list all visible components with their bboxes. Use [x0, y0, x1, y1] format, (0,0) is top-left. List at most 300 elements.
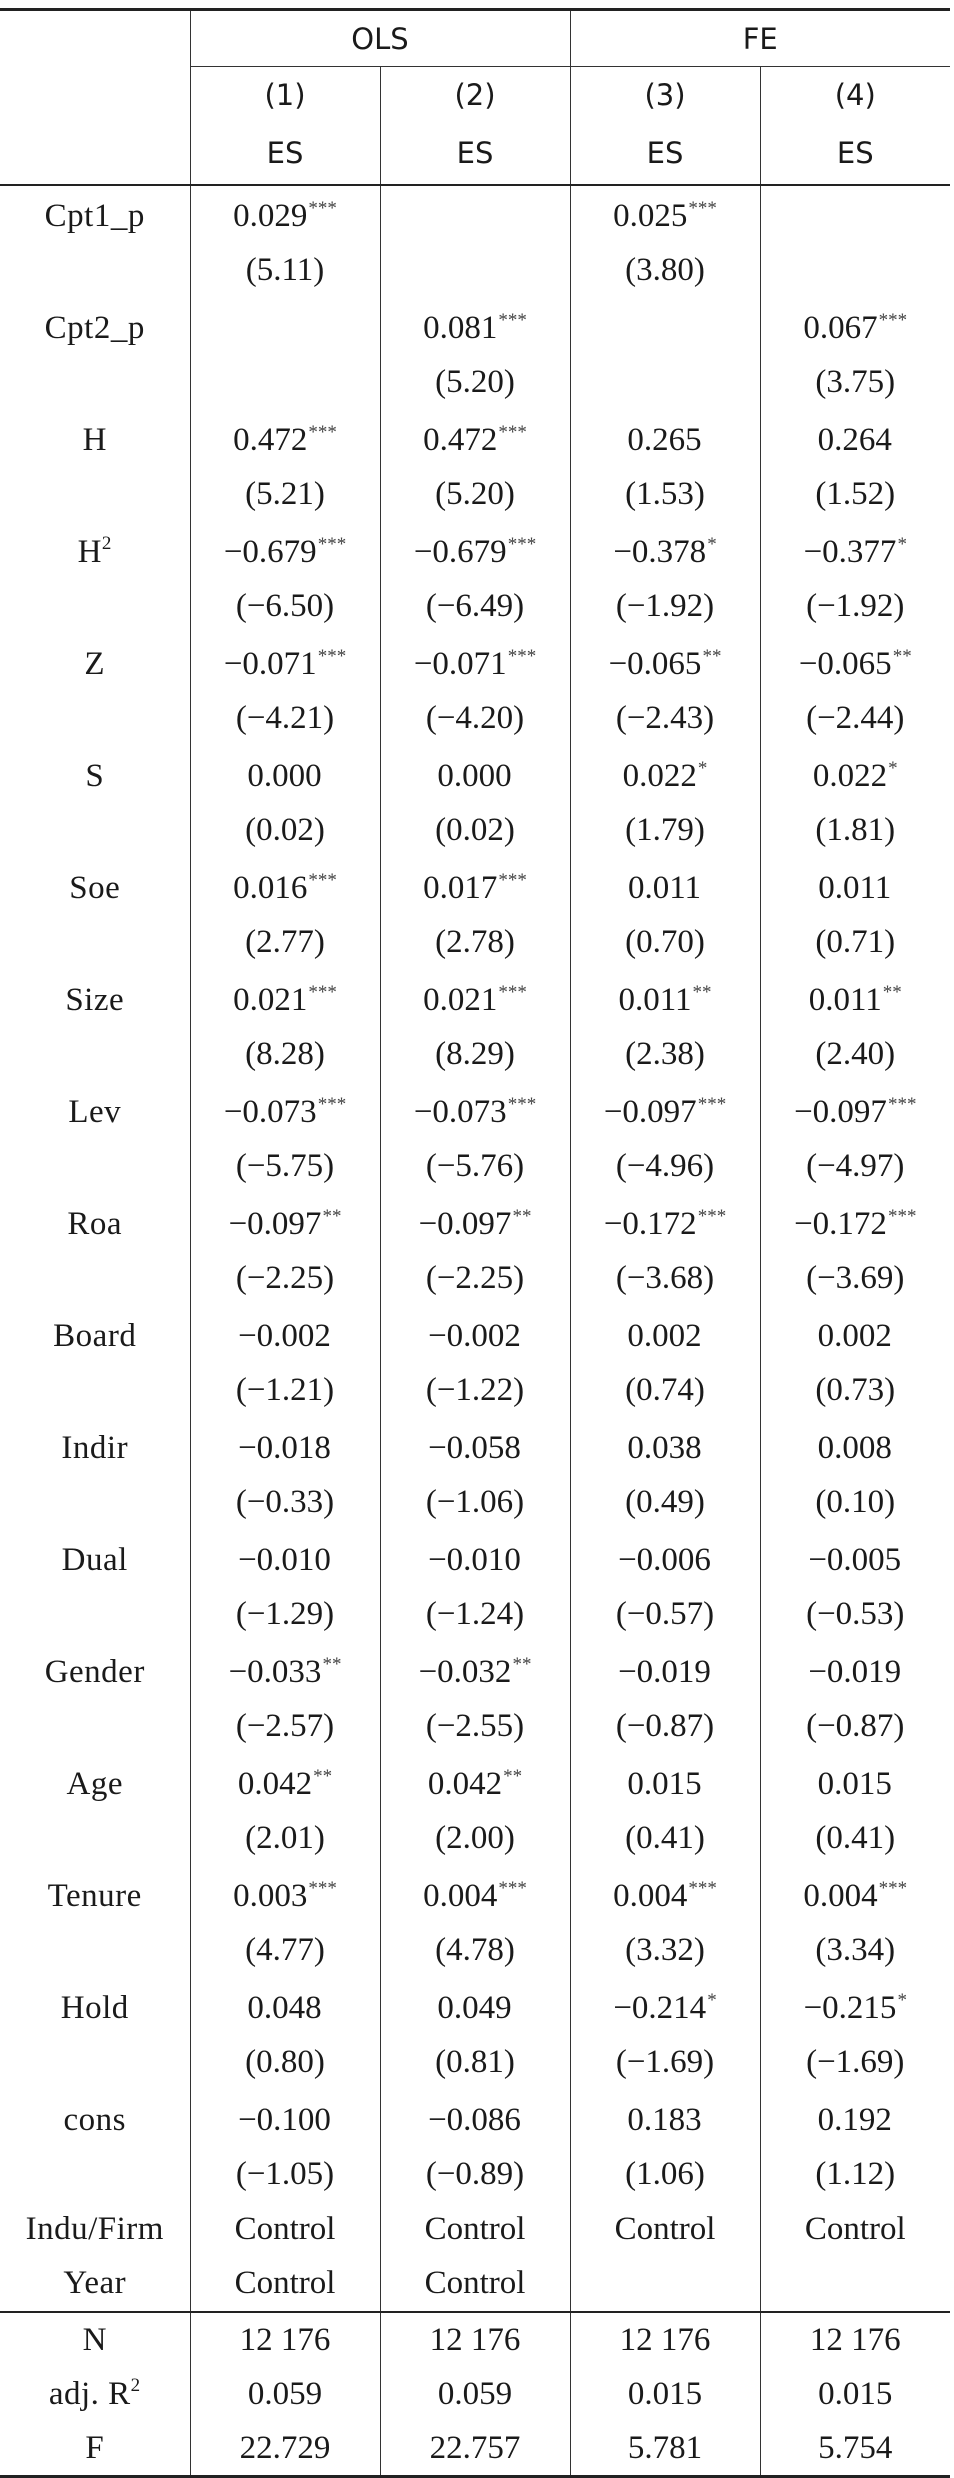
significance-stars: * — [697, 757, 708, 779]
significance-stars: ** — [322, 1653, 342, 1675]
coefficient-value: 0.038 — [627, 1429, 702, 1466]
statistic-row — [0, 2367, 950, 2421]
coefficient-cell — [570, 2090, 760, 2148]
significance-stars: *** — [887, 1205, 917, 1227]
coefficient-row — [0, 185, 950, 244]
row-label — [0, 410, 190, 468]
variable-label: Tenure — [47, 1877, 142, 1914]
coefficient-value: −0.071 — [223, 645, 317, 682]
coefficient-cell — [760, 1306, 950, 1364]
statistic-cell: 12 176 — [760, 2312, 950, 2367]
t-stat-cell: (−0.87) — [760, 1700, 950, 1755]
coefficient-value: −0.032 — [418, 1653, 512, 1690]
header-corner — [0, 122, 190, 185]
row-label — [0, 746, 190, 804]
coefficient-value: 0.183 — [627, 2101, 702, 2138]
coefficient-value: −0.010 — [238, 1541, 331, 1578]
coefficient-cell — [380, 858, 570, 916]
dep-var-1: ES — [190, 122, 380, 185]
significance-stars: *** — [308, 197, 337, 219]
significance-stars: * — [707, 533, 717, 555]
variable-label: S — [85, 757, 105, 794]
coefficient-cell — [190, 858, 380, 916]
row-label-empty — [0, 2148, 190, 2203]
coefficient-cell — [380, 1754, 570, 1812]
coefficient-cell — [380, 410, 570, 468]
variable-label: cons — [63, 2101, 126, 2138]
significance-stars: *** — [498, 869, 527, 891]
coefficient-cell — [760, 522, 950, 580]
t-stat-cell: (−5.75) — [190, 1140, 380, 1195]
t-stat-cell: (−4.20) — [380, 692, 570, 747]
statistics-rows — [0, 2312, 950, 2477]
row-label — [0, 1082, 190, 1140]
coefficient-value: −0.005 — [808, 1541, 902, 1578]
coefficient-value: −0.065 — [608, 645, 702, 682]
coefficient-value: 0.004 — [613, 1877, 688, 1914]
variable-label: Hold — [60, 1989, 129, 2026]
t-stat-row — [0, 1476, 950, 1531]
t-stat-row — [0, 1252, 950, 1307]
row-label — [0, 185, 190, 244]
coefficient-row — [0, 746, 950, 804]
t-stat-cell: (−1.92) — [760, 580, 950, 635]
t-stat-cell: (5.21) — [190, 468, 380, 523]
coefficient-value: 0.015 — [817, 1765, 892, 1802]
t-stat-cell: (1.79) — [570, 804, 760, 859]
variable-label: Indu/Firm — [25, 2210, 164, 2247]
t-stat-cell: (3.34) — [760, 1924, 950, 1979]
variable-label: Cpt2_p — [44, 309, 145, 346]
t-stat-cell — [760, 244, 950, 299]
t-stat-cell: (−1.22) — [380, 1364, 570, 1419]
t-stat-cell: (4.77) — [190, 1924, 380, 1979]
t-stat-cell: (2.38) — [570, 1028, 760, 1083]
coefficient-value: 0.067 — [803, 309, 878, 346]
t-stat-cell: (0.41) — [760, 1812, 950, 1867]
coefficient-cell — [190, 185, 380, 244]
row-label — [0, 2090, 190, 2148]
t-stat-cell: (0.80) — [190, 2036, 380, 2091]
t-stat-row — [0, 356, 950, 411]
coefficient-value: 0.011 — [818, 869, 892, 906]
coefficient-cell — [570, 858, 760, 916]
variable-label: Cpt1_p — [44, 197, 145, 234]
coefficient-value: 0.011 — [627, 869, 702, 906]
row-label — [0, 1978, 190, 2036]
t-stat-row — [0, 1924, 950, 1979]
row-label — [0, 2202, 190, 2257]
coefficient-value: −0.073 — [223, 1093, 317, 1130]
t-stat-cell: (−0.33) — [190, 1476, 380, 1531]
t-stat-cell: (1.06) — [570, 2148, 760, 2203]
t-stat-row — [0, 1588, 950, 1643]
significance-stars: *** — [317, 1093, 347, 1115]
coefficient-value: −0.172 — [603, 1205, 697, 1242]
coefficient-value: −0.073 — [413, 1093, 507, 1130]
row-label-empty — [0, 692, 190, 747]
t-stat-cell — [570, 356, 760, 411]
coefficient-row — [0, 1530, 950, 1588]
statistic-cell: 5.754 — [760, 2421, 950, 2477]
variable-label: Lev — [68, 1093, 122, 1130]
coefficient-value: −0.214 — [613, 1989, 707, 2026]
coefficient-cell — [760, 1530, 950, 1588]
coefficient-value: −0.006 — [618, 1541, 711, 1578]
t-stat-cell: (1.53) — [570, 468, 760, 523]
t-stat-cell: (0.73) — [760, 1364, 950, 1419]
t-stat-cell: (−1.69) — [570, 2036, 760, 2091]
coefficient-row — [0, 1754, 950, 1812]
coefficient-cell — [190, 1418, 380, 1476]
significance-stars: *** — [308, 421, 337, 443]
coefficient-value: −0.002 — [428, 1317, 521, 1354]
coefficient-value: −0.019 — [808, 1653, 902, 1690]
t-stat-cell: (−1.05) — [190, 2148, 380, 2203]
significance-stars: *** — [317, 533, 347, 555]
t-stat-cell: (0.74) — [570, 1364, 760, 1419]
coefficient-cell — [190, 2090, 380, 2148]
significance-stars: ** — [512, 1205, 532, 1227]
coefficient-cell — [570, 185, 760, 244]
t-stat-cell: (−1.21) — [190, 1364, 380, 1419]
t-stat-cell: (0.70) — [570, 916, 760, 971]
coefficient-value: 0.029 — [233, 197, 308, 234]
coefficient-cell — [760, 1082, 950, 1140]
significance-stars: * — [897, 533, 907, 555]
row-label-empty — [0, 356, 190, 411]
coefficient-cell — [380, 1866, 570, 1924]
coefficient-cell — [380, 522, 570, 580]
coefficient-value: 0.003 — [233, 1877, 308, 1914]
dep-var-3: ES — [570, 122, 760, 185]
statistic-cell: 12 176 — [190, 2312, 380, 2367]
coefficient-cell — [380, 298, 570, 356]
t-stat-cell: (2.40) — [760, 1028, 950, 1083]
t-stat-cell: (−4.96) — [570, 1140, 760, 1195]
coefficient-value: −0.002 — [238, 1317, 331, 1354]
coefficient-row — [0, 1082, 950, 1140]
coefficient-cell — [190, 1194, 380, 1252]
row-label-empty — [0, 1140, 190, 1195]
coefficient-cell — [380, 1082, 570, 1140]
coefficient-cell — [190, 1642, 380, 1700]
significance-stars: * — [888, 757, 898, 779]
coefficient-value: −0.097 — [418, 1205, 512, 1242]
coefficient-value: −0.065 — [798, 645, 892, 682]
coefficient-row — [0, 1978, 950, 2036]
t-stat-cell: (0.71) — [760, 916, 950, 971]
coefficient-value: −0.058 — [428, 1429, 521, 1466]
t-stat-cell: (−1.92) — [570, 580, 760, 635]
coefficient-value: −0.097 — [794, 1093, 887, 1130]
t-stat-cell: (−5.76) — [380, 1140, 570, 1195]
col-number-1: (1) — [190, 67, 380, 123]
dep-var-4: ES — [760, 122, 950, 185]
coefficient-cell — [190, 970, 380, 1028]
t-stat-cell: (2.01) — [190, 1812, 380, 1867]
coefficient-rows — [0, 185, 950, 2312]
regression-table — [0, 8, 950, 2478]
coefficient-cell — [760, 1194, 950, 1252]
t-stat-cell: (−1.24) — [380, 1588, 570, 1643]
coefficient-row — [0, 1418, 950, 1476]
coefficient-value: 0.472 — [423, 421, 498, 458]
row-label — [0, 522, 190, 580]
t-stat-cell: (5.20) — [380, 468, 570, 523]
coefficient-cell — [760, 1978, 950, 2036]
coefficient-row — [0, 1866, 950, 1924]
t-stat-cell: (−2.44) — [760, 692, 950, 747]
t-stat-cell: (−3.68) — [570, 1252, 760, 1307]
coefficient-cell — [380, 1194, 570, 1252]
t-stat-row — [0, 580, 950, 635]
significance-stars: *** — [308, 981, 337, 1003]
row-label — [0, 1866, 190, 1924]
coefficient-cell — [190, 634, 380, 692]
variable-label: adj. R — [48, 2376, 131, 2412]
t-stat-cell: (−1.06) — [380, 1476, 570, 1531]
significance-stars: ** — [692, 981, 712, 1003]
t-stat-cell: (−6.49) — [380, 580, 570, 635]
t-stat-cell: (0.41) — [570, 1812, 760, 1867]
t-stat-cell: (3.32) — [570, 1924, 760, 1979]
row-label — [0, 2312, 190, 2367]
significance-stars: *** — [498, 421, 527, 443]
coefficient-row — [0, 410, 950, 468]
significance-stars: *** — [317, 645, 347, 667]
coefficient-cell — [380, 1418, 570, 1476]
t-stat-cell: (3.80) — [570, 244, 760, 299]
significance-stars: *** — [688, 197, 717, 219]
coefficient-cell — [760, 1418, 950, 1476]
coefficient-cell — [190, 298, 380, 356]
coefficient-value: 0.002 — [817, 1317, 892, 1354]
significance-stars: *** — [498, 1877, 527, 1899]
row-label-empty — [0, 1812, 190, 1867]
coefficient-value: −0.377 — [803, 533, 897, 570]
row-label-empty — [0, 580, 190, 635]
header-group-row — [0, 10, 950, 67]
variable-label: Soe — [69, 869, 121, 906]
coefficient-value: −0.172 — [794, 1205, 887, 1242]
significance-stars: *** — [498, 309, 527, 331]
row-label-empty — [0, 1028, 190, 1083]
coefficient-cell — [380, 1530, 570, 1588]
significance-stars: *** — [498, 981, 527, 1003]
coefficient-value: −0.018 — [238, 1429, 331, 1466]
coefficient-cell — [380, 1978, 570, 2036]
coefficient-cell — [760, 298, 950, 356]
coefficient-value: 0.011 — [618, 981, 692, 1018]
coefficient-value: −0.019 — [618, 1653, 711, 1690]
coefficient-row — [0, 858, 950, 916]
variable-label: Year — [63, 2265, 127, 2302]
coefficient-cell — [570, 1754, 760, 1812]
significance-stars: ** — [322, 1205, 342, 1227]
significance-stars: *** — [507, 533, 537, 555]
coefficient-cell — [380, 634, 570, 692]
coefficient-cell — [190, 1754, 380, 1812]
row-label — [0, 1530, 190, 1588]
significance-stars: *** — [507, 645, 537, 667]
variable-label: Dual — [61, 1541, 128, 1578]
significance-stars: *** — [878, 1877, 908, 1899]
row-label-empty — [0, 804, 190, 859]
coefficient-cell — [570, 522, 760, 580]
coefficient-value: 0.011 — [808, 981, 882, 1018]
control-cell: Control — [760, 2202, 950, 2257]
statistic-cell: 12 176 — [570, 2312, 760, 2367]
coefficient-row — [0, 634, 950, 692]
row-label-empty — [0, 244, 190, 299]
coefficient-value: 0.016 — [233, 869, 308, 906]
coefficient-cell — [190, 1082, 380, 1140]
coefficient-value: 0.048 — [247, 1989, 322, 2026]
coefficient-cell — [570, 1194, 760, 1252]
row-label — [0, 970, 190, 1028]
coefficient-row — [0, 1194, 950, 1252]
coefficient-value: −0.097 — [603, 1093, 697, 1130]
row-label-empty — [0, 1252, 190, 1307]
coefficient-cell — [380, 2090, 570, 2148]
row-label — [0, 2257, 190, 2313]
statistic-cell: 22.729 — [190, 2421, 380, 2477]
t-stat-cell: (8.28) — [190, 1028, 380, 1083]
coefficient-value: −0.679 — [223, 533, 317, 570]
coefficient-row — [0, 970, 950, 1028]
coefficient-cell — [570, 1866, 760, 1924]
coefficient-cell — [570, 1418, 760, 1476]
row-label-empty — [0, 1924, 190, 1979]
t-stat-row — [0, 1028, 950, 1083]
coefficient-cell — [760, 1866, 950, 1924]
significance-stars: *** — [308, 869, 337, 891]
coefficient-cell — [570, 1306, 760, 1364]
t-stat-cell: (−4.97) — [760, 1140, 950, 1195]
t-stat-cell: (−0.53) — [760, 1588, 950, 1643]
coefficient-value: 0.472 — [233, 421, 308, 458]
coefficient-cell — [760, 1642, 950, 1700]
t-stat-row — [0, 1140, 950, 1195]
t-stat-cell: (3.75) — [760, 356, 950, 411]
header-corner — [0, 10, 190, 67]
coefficient-value: 0.049 — [437, 1989, 512, 2026]
t-stat-cell: (2.78) — [380, 916, 570, 971]
t-stat-cell: (−2.55) — [380, 1700, 570, 1755]
coefficient-value: 0.004 — [423, 1877, 498, 1914]
coefficient-cell — [760, 858, 950, 916]
t-stat-cell: (2.00) — [380, 1812, 570, 1867]
coefficient-value: 0.192 — [817, 2101, 892, 2138]
coefficient-value: −0.086 — [428, 2101, 521, 2138]
coefficient-cell — [570, 746, 760, 804]
statistic-cell: 0.015 — [570, 2367, 760, 2421]
coefficient-cell — [570, 634, 760, 692]
row-label — [0, 1306, 190, 1364]
coefficient-value: 0.021 — [233, 981, 308, 1018]
statistic-cell: 5.781 — [570, 2421, 760, 2477]
coefficient-cell — [760, 2090, 950, 2148]
control-row — [0, 2202, 950, 2257]
coefficient-cell — [570, 1530, 760, 1588]
significance-stars: ** — [892, 645, 912, 667]
label-superscript: 2 — [130, 2375, 141, 2396]
coefficient-cell — [380, 970, 570, 1028]
coefficient-cell — [570, 410, 760, 468]
coefficient-value: −0.071 — [413, 645, 507, 682]
coefficient-value: 0.002 — [627, 1317, 702, 1354]
statistic-cell: 0.059 — [380, 2367, 570, 2421]
coefficient-cell — [760, 185, 950, 244]
t-stat-cell: (1.12) — [760, 2148, 950, 2203]
coefficient-value: 0.008 — [817, 1429, 892, 1466]
row-label — [0, 298, 190, 356]
t-stat-cell — [190, 356, 380, 411]
row-label — [0, 2421, 190, 2477]
coefficient-cell — [760, 1754, 950, 1812]
t-stat-row — [0, 1700, 950, 1755]
t-stat-cell: (−1.69) — [760, 2036, 950, 2091]
row-label — [0, 2367, 190, 2421]
row-label — [0, 1194, 190, 1252]
coefficient-cell — [190, 746, 380, 804]
significance-stars: *** — [507, 1093, 537, 1115]
coefficient-value: 0.022 — [622, 757, 697, 794]
t-stat-row — [0, 2036, 950, 2091]
coefficient-value: 0.021 — [423, 981, 498, 1018]
control-cell: Control — [380, 2202, 570, 2257]
t-stat-cell: (1.81) — [760, 804, 950, 859]
t-stat-row — [0, 804, 950, 859]
coefficient-cell — [380, 185, 570, 244]
control-row — [0, 2257, 950, 2313]
coefficient-cell — [380, 746, 570, 804]
coefficient-cell — [190, 1978, 380, 2036]
significance-stars: * — [897, 1989, 907, 2011]
variable-label: Roa — [67, 1205, 123, 1242]
t-stat-cell: (−6.50) — [190, 580, 380, 635]
statistic-cell: 0.059 — [190, 2367, 380, 2421]
coefficient-cell — [190, 522, 380, 580]
coefficient-value: 0.081 — [423, 309, 498, 346]
t-stat-cell: (0.81) — [380, 2036, 570, 2091]
t-stat-cell: (5.20) — [380, 356, 570, 411]
significance-stars: ** — [313, 1765, 333, 1787]
coefficient-cell — [570, 1082, 760, 1140]
t-stat-cell: (8.29) — [380, 1028, 570, 1083]
t-stat-cell: (0.02) — [190, 804, 380, 859]
coefficient-value: 0.042 — [427, 1765, 503, 1802]
coefficient-value: −0.097 — [228, 1205, 322, 1242]
significance-stars: ** — [503, 1765, 523, 1787]
row-label — [0, 858, 190, 916]
significance-stars: *** — [878, 309, 908, 331]
t-stat-cell: (−2.43) — [570, 692, 760, 747]
coefficient-value: −0.100 — [238, 2101, 331, 2138]
coefficient-value: 0.265 — [627, 421, 702, 458]
significance-stars: ** — [512, 1653, 532, 1675]
variable-label: H — [82, 421, 107, 458]
t-stat-cell: (5.11) — [190, 244, 380, 299]
t-stat-cell: (−0.57) — [570, 1588, 760, 1643]
variable-label: Gender — [44, 1653, 145, 1690]
t-stat-cell: (−4.21) — [190, 692, 380, 747]
coefficient-value: −0.010 — [428, 1541, 521, 1578]
group-fe: FE — [570, 10, 950, 67]
variable-label: H — [77, 534, 102, 571]
row-label-empty — [0, 2036, 190, 2091]
